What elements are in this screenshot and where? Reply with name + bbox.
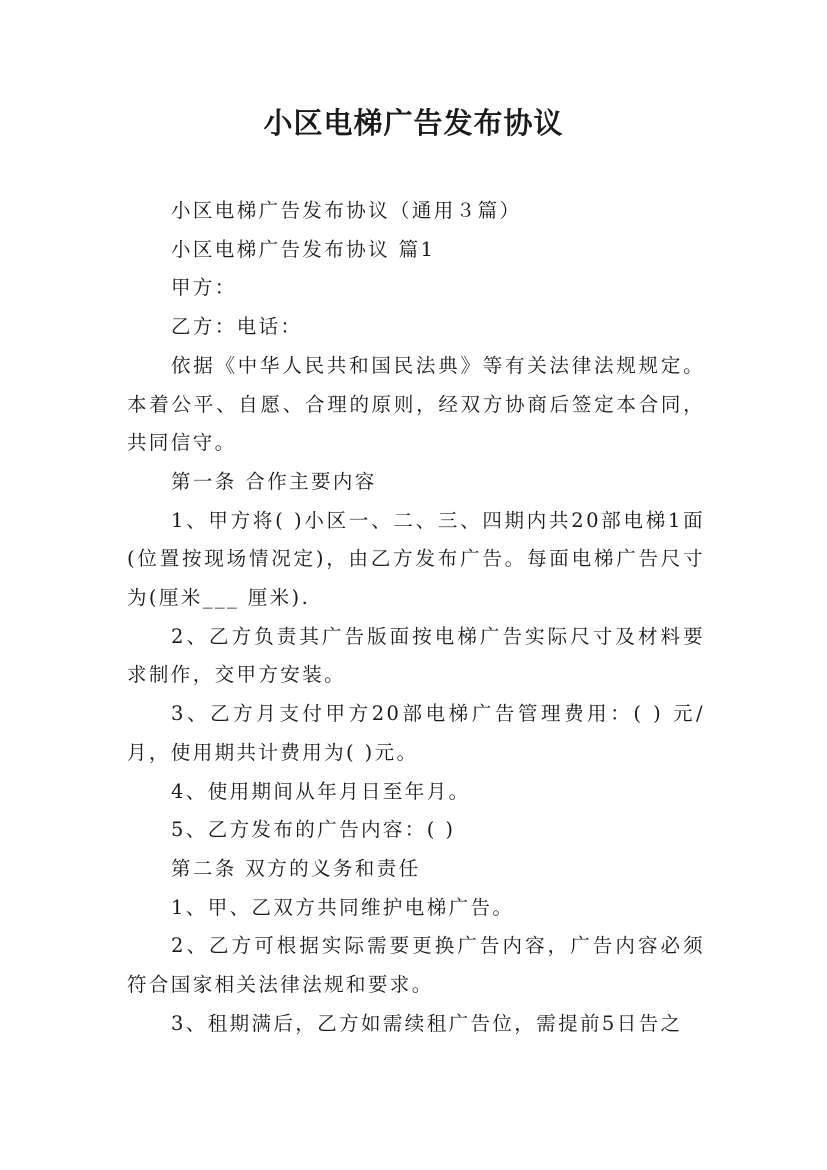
paragraph-party-b: 乙方：电话： <box>171 315 303 339</box>
paragraph-article-1-heading: 第一条 合作主要内容 <box>171 469 377 493</box>
paragraph-article-2-item-2: 2、乙方可根据实际需要更换广告内容，广告内容必须符合国家相关法律法规和要求。 <box>127 934 705 997</box>
document-title: 小区电梯广告发布协议 <box>263 106 564 140</box>
paragraph-article-1-item-2: 2、乙方负责其广告版面按电梯广告实际尺寸及材料要求制作，交甲方安装。 <box>127 624 705 687</box>
paragraph-section-heading: 小区电梯广告发布协议 篇1 <box>171 237 436 261</box>
paragraph-subtitle: 小区电梯广告发布协议（通用３篇） <box>171 199 522 222</box>
paragraph-article-1-item-4: 4、使用期间从年月日至年月。 <box>171 779 471 803</box>
paragraph-article-2-heading: 第二条 双方的义务和责任 <box>171 856 421 880</box>
paragraph-article-1-item-1: 1、甲方将( )小区一、二、三、四期内共20部电梯1面(位置按现场情况定)，由乙方发布广告。每面电梯广告尺寸为(厘米___ 厘米). <box>127 508 705 610</box>
paragraph-article-2-item-3: 3、租期满后，乙方如需续租广告位，需提前5日告之 <box>171 1011 683 1035</box>
paragraph-party-a: 甲方： <box>171 276 237 300</box>
paragraph-article-2-item-1: 1、甲、乙双方共同维护电梯广告。 <box>171 895 515 919</box>
paragraph-article-1-item-3: 3、乙方月支付甲方20部电梯广告管理费用：( ) 元/月，使用期共计费用为( )元。 <box>127 702 705 764</box>
paragraph-article-1-item-5: 5、乙方发布的广告内容：( ) <box>171 818 456 842</box>
document-body <box>127 192 705 1043</box>
paragraph-preamble: 依据《中华人民共和国民法典》等有关法律法规规定。本着公平、自愿、合理的原则，经双方协商后签定本合同，共同信守。 <box>127 353 705 455</box>
